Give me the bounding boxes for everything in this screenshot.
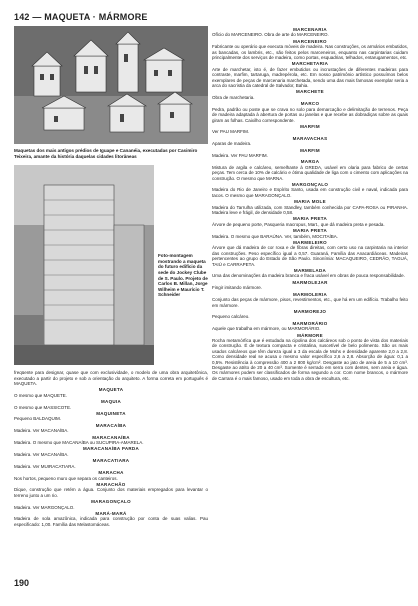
entry-term: MÁRMORE (297, 332, 323, 338)
page-header: 142 — MAQUETA · MÁRMORE (14, 12, 148, 22)
entry-definition: Conjunto das peças de mármore, pisos, revestimentos, etc., que há em um edifício. Trabalho feito em mármore. (212, 297, 408, 308)
entry-definition: Madeira. O mesmo que MACANAÍBA ou SUCUPIRA-AMARELA. (14, 440, 144, 446)
entry-term: MAQUIA (100, 399, 122, 405)
building-model-photo (14, 165, 154, 365)
entry-term: MAQUINETA (96, 411, 126, 417)
entry-definition: Pequeno calcáreo. (212, 314, 250, 320)
entry-term: MARIA PRETA (292, 216, 328, 222)
entry-term: MARCHETARIA (291, 61, 329, 67)
entry-definition: O mesmo que MAQUETE. (14, 392, 68, 398)
entry-term: MARACANAÍBA PARDA (82, 446, 140, 452)
entry-term: MARMELADA (293, 268, 327, 274)
entry-definition: Madeira. Ver MARGONÇALO. (14, 504, 75, 510)
entry-term: MARIA PRETA (292, 228, 328, 234)
entry-term: MARAGONÇALO (91, 499, 131, 505)
entry-term: MARACHÃO (96, 481, 126, 487)
entry-term: MAQUETA (98, 387, 124, 393)
entry-definition: Aparas de madeira. (212, 141, 252, 147)
entry-definition: Madeira. O mesmo que BARAÚNA. Ver, também, MOCITAÍBA. (212, 233, 338, 239)
entry-definition: Pequeno BALDAQUIM. (14, 416, 62, 422)
entry-definition: Rocha metamórfica que é estudada na cipolina dos calcáreos sob o ponto de vista dos materiais de construção. É de textura compacta e cristalina, suscetível de belo polimento. São os mais usados calcáreos que têm dureza igual a 3 da escala de Mohs e densidade aparente 2,0 a 2,8. Como densidade real se acusa o mesmo valor específico 2,6 a 2,8. Absorção de água: 0,1 a 0,5%. Resistência à compressão 400 a 2 800 kg/cm². Desgaste ao jato de areia de 5 a 10 cm³. Desgaste ao atrito de 20 a 40 cm³. Somente é serrado em serra com dentes, sem areia e água. Os mármores podem ser classificados de forma segundo a cor. Com nome brancos, o mármore de Carrara é o mais famoso, usado em toda a obra de escultura, etc. (212, 337, 408, 381)
page-number: 190 (14, 578, 30, 588)
entry-definition: Fabricante ou operário que executa móveis de madeira. Nas construções, os armários embutidos, as bancadas, os lambris, etc., são feitos pelos marceneiros, enquanto nas carpintarias cuidam principalmente dos serviços de madeira, como portas, esquadrias, telhados, entarugamentos, etc. (212, 44, 408, 61)
entry-definition: Árvore de pequeno porte, Pasqueria macropus, Mart., que dá madeira preta e pesada. (212, 221, 385, 227)
entry-term: MARACHA (98, 470, 124, 476)
entry-definition: Árvore que dá madeira de cor roxa e de fibras direitas, com certo uso na carpintaria na interior das construções. Peso específico igual a 0,57. Guaraná, Família das Anacardiáceas. Madeiras pertencentes ao grupo do Estado de São Paulo. Sinonímia: MACAQUEIRO, CEDRÃO, TAGUÁ, TAIÚ e CARRAPETA. (212, 245, 408, 267)
entry-term: MARCENARIA (293, 27, 327, 32)
entry-term: MARACANAÍBA (92, 434, 130, 440)
entry-term: MARIA MOLE (294, 199, 326, 205)
entry-term: MARCHETE (296, 89, 324, 95)
entry-definition: Arte de marchetar, isto é, de fazer embutidos ou incrustações de diferentes madeiras para contraste, marfim, tartaruga, madrepérola, etc. Em nosso patrimônio artístico possuímos belos exemplares de peças de marcenaria marchetada, sendo uma das mais famosas exemplar seria a arca do sacristia da catedral de Salvador, Bahia. (212, 66, 408, 89)
right-column (212, 26, 408, 381)
entry-definition: Pedra, padrão ou poste que se crava no solo para demarcação e delimitação de terrenos. Peça de madeira adaptada à abertura de portas ou janelas e que recebe as dobradiças sobre as quais giram as folhas. Caixilho correspondente. (212, 106, 408, 123)
entry-term: MARCENEIRO (293, 38, 327, 44)
right-entries (212, 27, 408, 381)
entry-term: MARÁ-MARÁ (95, 510, 127, 516)
entry-definition: Madeira. Ver MUIRACATIARA. (14, 463, 76, 469)
entry-definition: Madeira do Tarrulha utilizada, com Standley, também conhecida por CAPA-ROSA ou PIRANHA. Madeira leve e frágil, de densidade 0,58. (212, 204, 408, 215)
entry-definition: Ver PAU MARFIM. (212, 129, 250, 135)
photo2-caption: Foto-montagem mostrando a maqueta do futuro edifício da sede do Jockey Clube de S. Paulo. Projeto de Carlos B. Millan, Jorge Wilheim e Maurício T. Schneider (158, 253, 208, 298)
entry-term: MARMELEIRO (293, 240, 327, 246)
entry-term: MARAVACHAS (292, 135, 328, 141)
left-entries (14, 387, 208, 527)
entry-definition: Madeira. Ver MACANAÍBA. (14, 428, 69, 434)
entry-definition: Obra de marchetaria. (212, 94, 255, 100)
entry-term: MARMORÁRIO (292, 320, 328, 326)
entry-term: MARGONÇALO (291, 181, 329, 187)
entry-definition: Madeira. Ver MACANAÍBA. (14, 451, 69, 457)
entry-definition: Aquele que trabalha em mármore, ou MARMORÁRIO. (212, 326, 321, 332)
entry-definition: Dique, construção que retém a água. Conjunto dos materiais empregados para levantar o terreno junto a um rio. (14, 487, 208, 498)
entry-term: MARFIM (300, 147, 320, 153)
entry-term: MARCO (300, 101, 320, 107)
entry-term: MARMOLEJAR (292, 279, 328, 285)
entry-term: MARACATIARA (92, 458, 130, 464)
photo1-caption: Maquetas dos mais antigos prédios de Iguape e Cananéia, executadas por Casimiro Teixeira, amante da história daquelas cidades litorâneas (14, 148, 198, 159)
intro-paragraph: freqüente para designar, quase que com exclusividade, o modelo de uma obra arquitetônica, executado a partir do projeto e sob a orientação do arquiteto. A forma correta em português é MAQUETA. (14, 370, 208, 386)
left-column (14, 26, 208, 527)
entry-definition: Madeira. Ver PAU MARFIM. (212, 152, 268, 158)
entry-definition: Uma das denominações da madeira branca e fraca usável em obras de pouca responsabilidade. (212, 273, 405, 279)
entry-definition: Ofício do MARCENEIRO. Obra de arte do MARCENEIRO. (212, 32, 329, 38)
entry-term: MARACAÍBA (95, 422, 127, 428)
entry-definition: O mesmo que MASSICOTE. (14, 404, 72, 410)
entry-term: MARMOREJO (293, 308, 327, 314)
entry-definition: Madeira do Rio de Janeiro e Espírito Santo, usada em construção civil e naval, indicada para tacos. O mesmo que MARAGONÇALO. (212, 187, 408, 198)
entry-definition: Nos hortos, pequeno muro que separa os canteiros. (14, 475, 118, 481)
entry-term: MARMOLERIA (293, 291, 327, 297)
entry-term: MARGA (300, 159, 320, 165)
entry-definition: Madeira de sola amazônica, indicada para construção por conta de suas valias. Pau especificado: 1,00. Família das Melastomáceas. (14, 516, 208, 527)
entry-definition: Fingir imitando mármore. (212, 285, 263, 291)
entry-definition: Mistura de argila e calcáreo, semelhante à GREDA, usável em olaria para fabrico de certas peças. Tem cerca de 10% de calcário e ótima qualidade de liga com o cimento com aplicações na construção. O mesmo que MARNA. (212, 164, 408, 181)
model-buildings-photo (14, 26, 208, 144)
entry-term: MARFIM (300, 123, 320, 129)
